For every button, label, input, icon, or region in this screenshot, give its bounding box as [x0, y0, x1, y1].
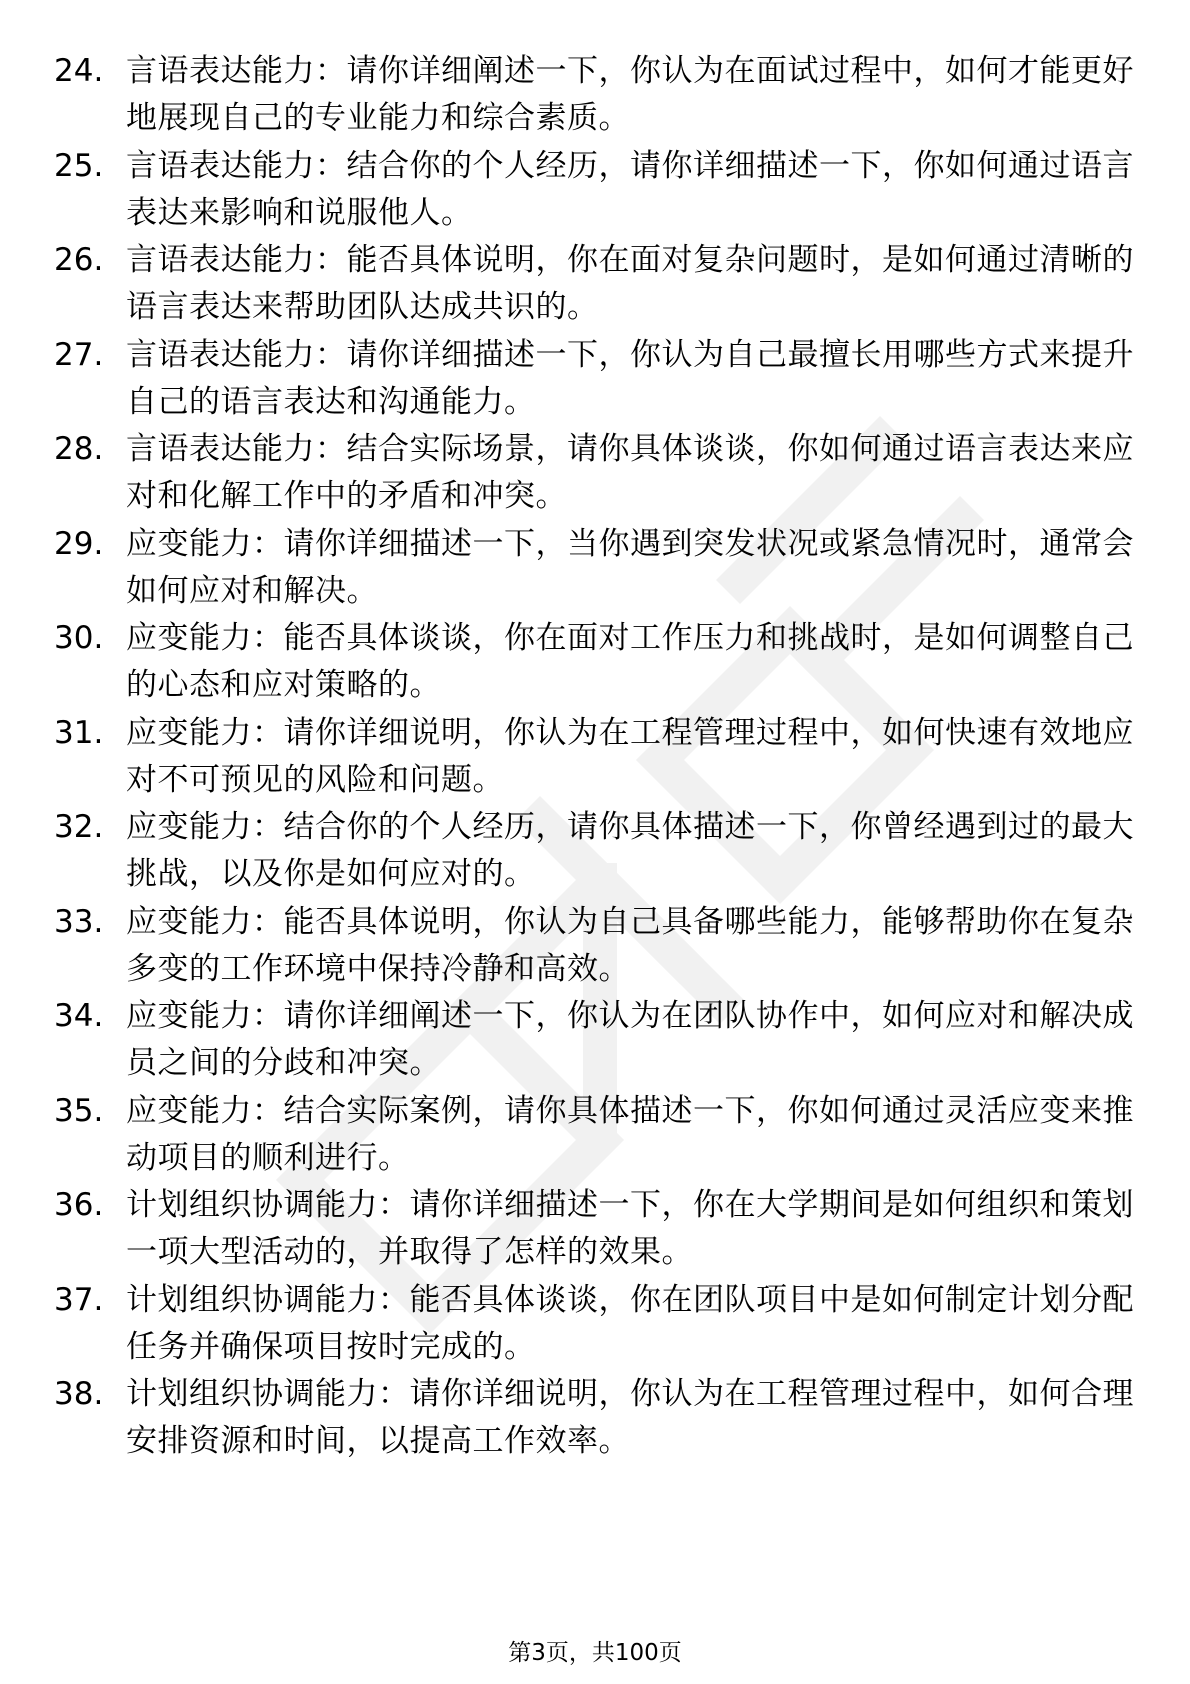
question-number: 25. [54, 147, 104, 184]
question-number: 37. [54, 1281, 104, 1318]
question-text: 应变能力：请你详细阐述一下，你认为在团队协作中，如何应对和解决成员之间的分歧和冲突。 [126, 998, 1134, 1081]
question-number: 34. [54, 998, 104, 1034]
question-text: 计划组织协调能力：请你详细说明，你认为在工程管理过程中，如何合理安排资源和时间，以提高工作效率。 [126, 1376, 1134, 1459]
question-text: 言语表达能力：请你详细阐述一下，你认为在面试过程中，如何才能更好地展现自己的专业能力和综合素质。 [126, 53, 1134, 136]
question-text: 计划组织协调能力：请你详细描述一下，你在大学期间是如何组织和策划一项大型活动的，并取得了怎样的效果。 [126, 1187, 1134, 1270]
question-item [54, 426, 1134, 521]
question-item [54, 1277, 1134, 1372]
question-item [54, 332, 1134, 427]
question-text: 应变能力：能否具体说明，你认为自己具备哪些能力，能够帮助你在复杂多变的工作环境中保持冷静和高效。 [126, 903, 1134, 987]
question-item [54, 615, 1134, 710]
question-item [54, 48, 1134, 143]
question-text: 应变能力：请你详细描述一下，当你遇到突发状况或紧急情况时，通常会如何应对和解决。 [126, 525, 1134, 609]
question-number: 30. [54, 620, 104, 656]
question-text: 应变能力：结合你的个人经历，请你具体描述一下，你曾经遇到过的最大挑战，以及你是如何应对的。 [126, 809, 1134, 892]
question-text: 应变能力：结合实际案例，请你具体描述一下，你如何通过灵活应变来推动项目的顺利进行。 [126, 1092, 1134, 1176]
question-item [54, 1182, 1134, 1277]
question-item [54, 710, 1134, 805]
question-text: 言语表达能力：能否具体说明，你在面对复杂问题时，是如何通过清晰的语言表达来帮助团队达成共识的。 [126, 242, 1134, 325]
question-item [54, 993, 1134, 1088]
question-number: 33. [54, 903, 104, 940]
question-item [54, 143, 1134, 238]
question-number: 29. [54, 525, 104, 562]
question-item [54, 804, 1134, 899]
question-number: 35. [54, 1092, 104, 1129]
question-text: 应变能力：能否具体谈谈，你在面对工作压力和挑战时，是如何调整自己的心态和应对策略的。 [126, 620, 1134, 703]
question-text: 应变能力：请你详细说明，你认为在工程管理过程中，如何快速有效地应对不可预见的风险和问题。 [126, 714, 1134, 798]
question-item [54, 899, 1134, 994]
question-number: 24. [54, 53, 104, 89]
question-text: 计划组织协调能力：能否具体谈谈，你在团队项目中是如何制定计划分配任务并确保项目按时完成的。 [126, 1281, 1134, 1365]
question-text: 言语表达能力：结合你的个人经历，请你详细描述一下，你如何通过语言表达来影响和说服他人。 [126, 147, 1134, 231]
question-item [54, 1371, 1134, 1466]
page-number-footer: 第3页，共100页 [508, 1640, 682, 1666]
question-number: 28. [54, 431, 104, 467]
question-number: 31. [54, 714, 104, 751]
question-number: 32. [54, 809, 104, 845]
question-text: 言语表达能力：请你详细描述一下，你认为自己最擅长用哪些方式来提升自己的语言表达和沟通能力。 [126, 336, 1134, 420]
question-item [54, 1088, 1134, 1183]
question-number: 27. [54, 336, 104, 373]
question-text: 言语表达能力：结合实际场景，请你具体谈谈，你如何通过语言表达来应对和化解工作中的矛盾和冲突。 [126, 431, 1134, 514]
question-list [54, 48, 1134, 1466]
question-number: 26. [54, 242, 104, 278]
question-number: 38. [54, 1376, 104, 1412]
question-number: 36. [54, 1187, 104, 1223]
question-item [54, 521, 1134, 616]
question-item [54, 237, 1134, 332]
